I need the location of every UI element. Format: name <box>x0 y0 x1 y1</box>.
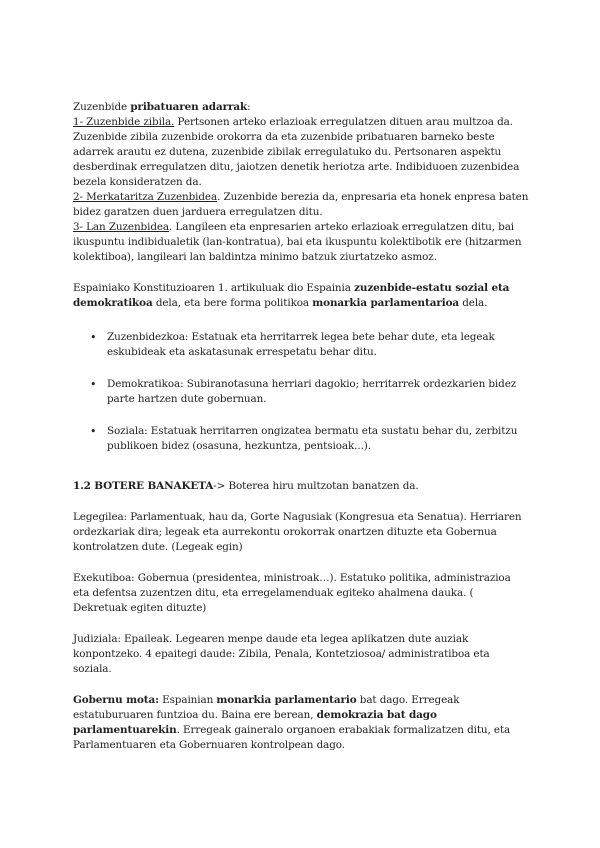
zuzenbide-zibila-paragraph: 1- Zuzenbide zibila. Pertsonen arteko erlazioak erregulatzen dituen arau multzoa da. Zuzenbide zibila zuzenbide orokorra da eta zuzenbide pribatuaren barneko beste adarrek arautu ez dutena, zuzenbide zibilak erregulatuko du. Pertsonaren aspektu desberdinak erregulatzen ditu, jaiotzen denetik heriotza arte. Indibiduoen zuzenbidea bezela konsideratzen da. <box>73 116 520 188</box>
section-heading: Zuzenbide pribatuaren adarrak: <box>73 101 251 113</box>
konstituzioa-paragraph: Espainiako Konstituzioaren 1. artikuluak dio Espainia zuzenbide-estatu sozial eta demokratikoa dela, eta bere forma politikoa monarkia parlamentarioa dela. <box>73 282 510 309</box>
judiziala-paragraph: Judiziala: Epaileak. Legearen menpe daude eta legea aplikatzen dute auziak konpontzeko. 4 epaitegi daude: Zibila, Penala, Kontetziosoa/ administratiboa eta soziala. <box>73 633 490 675</box>
merkataritza-label: 2- Merkataritza Zuzenbidea <box>73 191 218 203</box>
lan-zuzenbidea-paragraph: 3- Lan Zuzenbidea. Langileen eta enpresarien arteko erlazioak erregulatzen ditu, bai ikuspuntu indibidualetik (lan-kontratua), bai eta ikuspuntu kolektibotik ere (hitzarmen kolektiboa), langileari lan baldintza minimo batzuk ziurtatzeko asmoz. <box>73 221 522 263</box>
lan-label: 3- Lan Zuzenbidea <box>73 221 170 233</box>
merkataritza-paragraph: 2- Merkataritza Zuzenbidea. Zuzenbide berezia da, enpresaria eta honek enpresa baten bidez garatzen duen jarduera erregulatzen ditu. <box>73 191 529 218</box>
legegilea-paragraph: Legegilea: Parlamentuak, hau da, Gorte Nagusiak (Kongresua eta Senatua). Herriaren ordezkariak dira; legeak eta aurrekontu orokorrak onartzen dituzte eta Gobernua kontrolatzen dute. (Legeak egin) <box>73 511 522 553</box>
gobernu-mota-paragraph: Gobernu mota: Espainian monarkia parlamentario bat dago. Erregeak estatuburuaren funtzioa du. Baina ere berean, demokrazia bat dago parlamentuarekin. Erregeak gaineralo organoen erabakiak formalizatzen ditu, eta Parlamentuaren eta Gobernuaren kontrolpean dago. <box>73 694 511 751</box>
zibila-label: 1- Zuzenbide zibila. <box>73 116 175 128</box>
botere-banaketa-heading: 1.2 BOTERE BANAKETA-> Boterea hiru multzotan banatzen da. <box>73 480 419 492</box>
list-item: • Soziala: Estatuak herritarren ongizatea bermatu eta sustatu behar du, zerbitzu publikoen bidez (osasuna, hezkuntza, pentsioak...). <box>107 424 530 454</box>
list-item: • Demokratikoa: Subiranotasuna herriari dagokio; herritarrek ordezkarien bidez parte hartzen dute gobernuan. <box>107 377 530 407</box>
list-item: • Zuzenbidezkoa: Estatuak eta herritarrek legea bete behar dute, eta legeak eskubideak eta askatasunak errespetatu behar ditu. <box>107 330 530 360</box>
exekutiboa-paragraph: Exekutiboa: Gobernua (presidentea, ministroak…). Estatuko politika, administrazioa eta defentsa zuzentzen ditu, eta erregelamenduak egiteko ahalmena dauka. ( Dekretuak egiten dituzte) <box>73 572 511 614</box>
bullet-list <box>73 330 530 454</box>
